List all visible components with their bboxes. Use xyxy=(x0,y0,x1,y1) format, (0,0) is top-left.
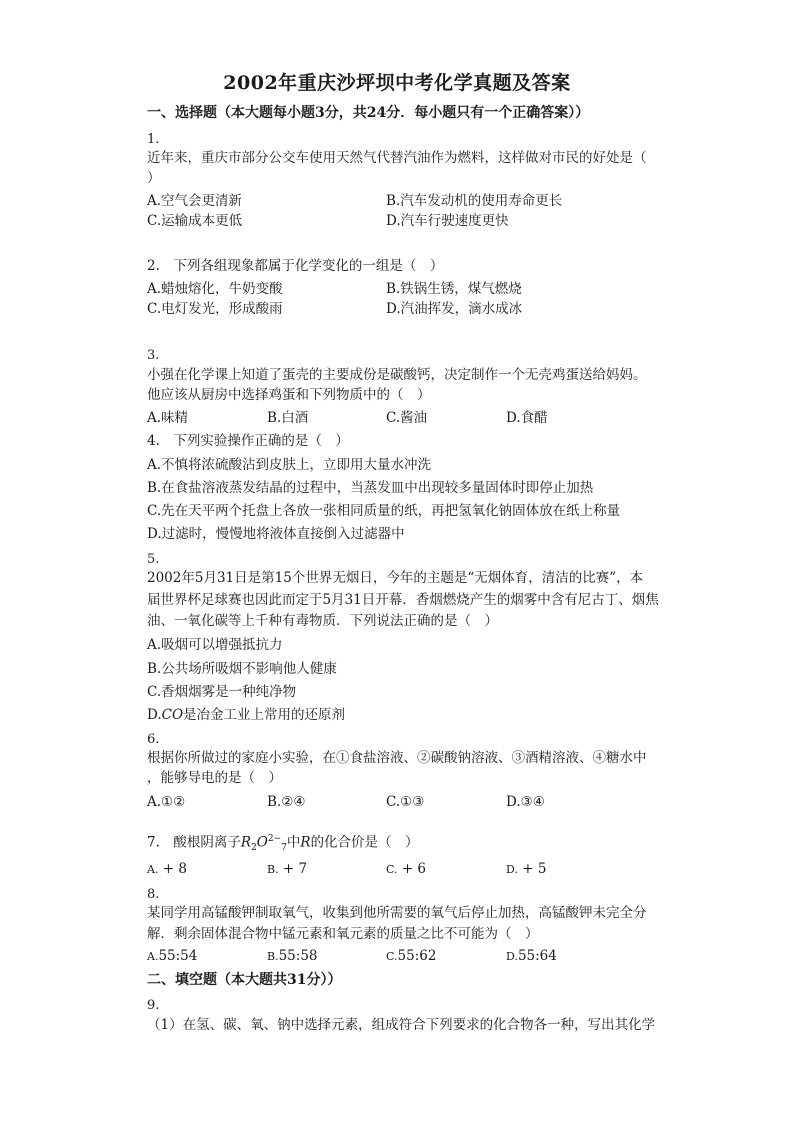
element-symbol: R xyxy=(300,834,311,851)
q5-number: 5. xyxy=(147,552,160,567)
ion-formula: 7 xyxy=(281,843,287,854)
q5-option-d xyxy=(147,706,345,724)
q7-text: 的化合价是（ ） xyxy=(310,834,419,851)
q8-stem-line2: 解．剩余固体混合物中锰元素和氧元素的质量之比不可能为（ ） xyxy=(147,926,539,942)
q2-option-a: A.蜡烛熔化，牛奶变酸 xyxy=(147,281,283,297)
q5-stem-line2 xyxy=(147,591,659,609)
q5-month: 5 xyxy=(194,570,204,586)
q5-option-c: C.香烟烟雾是一种纯净物 xyxy=(147,684,297,700)
q5-text: 月 xyxy=(331,592,345,608)
q5-text: 年 xyxy=(181,570,195,586)
q5-month: 5 xyxy=(322,592,332,608)
q8-option-d-label: D. xyxy=(506,950,518,963)
q8-number: 8. xyxy=(147,887,160,902)
q8-option-d xyxy=(506,947,557,966)
q6-number: 6. xyxy=(147,732,160,747)
q8-option-b-label: B. xyxy=(267,950,279,963)
q3-stem-line2: 他应该从厨房中选择鸡蛋和下列物质中的（ ） xyxy=(147,387,431,403)
co-formula: CO xyxy=(161,707,184,723)
q8-stem-line1: 某同学用高锰酸钾制取氧气，收集到他所需要的氧气后停止加热，高锰酸钾未完全分 xyxy=(147,905,647,921)
q4-option-a: A.不慎将浓硫酸沾到皮肤上，立即用大量水冲洗 xyxy=(147,457,432,473)
q8-option-d-value: 55:64 xyxy=(517,948,557,964)
q8-option-a xyxy=(147,947,197,966)
q9-number: 9. xyxy=(147,998,160,1013)
q1-option-a: A.空气会更清新 xyxy=(147,193,243,209)
q7-option-d-label: D. xyxy=(506,863,518,876)
q6-option-c: C.①③ xyxy=(386,794,425,810)
q3-option-c: C.酱油 xyxy=(386,410,428,426)
q7-stem xyxy=(147,830,419,857)
q4-stem: 4. 下列实验操作正确的是（ ） xyxy=(147,433,349,449)
page-title: 2002年重庆沙坪坝中考化学真题及答案 xyxy=(223,72,571,94)
q8-option-c xyxy=(386,947,436,966)
q5-text: 届世界杯足球赛也因此而定于 xyxy=(147,592,323,608)
q7-option-d xyxy=(506,860,546,879)
q6-option-d: D.③④ xyxy=(506,794,545,810)
q5-stem-line1 xyxy=(147,569,643,587)
q2-option-c: C.电灯发光，形成酸雨 xyxy=(147,301,283,317)
ion-formula: O xyxy=(256,834,268,851)
q8-option-a-label: A. xyxy=(147,950,159,963)
q5-text: 月 xyxy=(203,570,217,586)
q6-option-b: B.②④ xyxy=(267,794,306,810)
q4-option-c: C.先在天平两个托盘上各放一张相同质量的纸，再把氢氧化钠固体放在纸上称量 xyxy=(147,503,621,519)
q1-number: 1. xyxy=(147,132,160,147)
q8-option-c-value: 55:62 xyxy=(397,948,437,964)
q7-option-b-value: + 7 xyxy=(282,861,308,877)
q7-option-b xyxy=(267,860,307,879)
q8-option-c-label: C. xyxy=(386,950,398,963)
ion-charge: 2− xyxy=(267,834,282,844)
q3-stem-line1: 小强在化学课上知道了蛋壳的主要成份是碳酸钙，决定制作一个无壳鸡蛋送给妈妈。 xyxy=(147,367,647,383)
q5-option-d-text: 是冶金工业上常用的还原剂 xyxy=(183,707,346,723)
q4-option-b: B.在食盐溶液蒸发结晶的过程中，当蒸发皿中出现较多量固体时即停止加热 xyxy=(147,480,594,496)
q8-option-b xyxy=(267,947,318,966)
q7-option-a xyxy=(147,860,187,879)
q5-day: 31 xyxy=(344,592,362,608)
q9-stem-line1: （1）在氢、碳、氧、钠中选择元素，组成符合下列要求的化合物各一种，写出其化学 xyxy=(147,1017,656,1033)
q1-stem-line2: ） xyxy=(147,170,161,186)
section-1-heading: 一、选择题（本大题每小题3分，共24分．每小题只有一个正确答案）） xyxy=(147,105,590,121)
ion-formula: 2 xyxy=(251,843,257,854)
q7-option-c xyxy=(386,860,426,879)
q5-option-a: A.吸烟可以增强抵抗力 xyxy=(147,637,283,653)
q3-option-b: B.白酒 xyxy=(267,410,309,426)
q2-option-b: B.铁锅生锈，煤气燃烧 xyxy=(386,281,522,297)
ion-formula: R xyxy=(240,834,252,851)
section-2-heading: 二、填空题（本大题共31分）） xyxy=(147,972,342,988)
q3-option-d: D.食醋 xyxy=(506,410,548,426)
q7-option-c-label: C. xyxy=(386,863,398,876)
q5-option-d-label: D. xyxy=(147,707,162,723)
q1-option-b: B.汽车发动机的使用寿命更长 xyxy=(386,193,563,209)
q1-option-d: D.汽车行驶速度更快 xyxy=(386,213,509,229)
q2-stem: 2. 下列各组现象都属于化学变化的一组是（ ） xyxy=(147,258,444,274)
q5-stem-line3: 油、一氧化碳等上千种有毒物质．下列说法正确的是（ ） xyxy=(147,613,498,629)
q7-option-a-value: + 8 xyxy=(162,861,187,877)
q5-day: 31 xyxy=(216,570,235,586)
q6-stem-line1: 根据你所做过的家庭小实验，在①食盐溶液、②碳酸钠溶液、③酒精溶液、④糖水中 xyxy=(147,750,647,766)
q7-text: 7. 酸根阴离子 xyxy=(147,834,241,851)
q7-option-b-label: B. xyxy=(267,863,279,876)
q8-option-a-value: 55:54 xyxy=(158,948,198,964)
q1-option-c: C.运输成本更低 xyxy=(147,213,243,229)
q4-option-d: D.过滤时，慢慢地将液体直接倒入过滤器中 xyxy=(147,526,405,542)
q5-option-b: B.公共场所吸烟不影响他人健康 xyxy=(147,661,337,677)
q8-option-b-value: 55:58 xyxy=(278,948,318,964)
q3-option-a: A.味精 xyxy=(147,410,189,426)
q6-option-a: A.①② xyxy=(147,794,186,810)
q3-number: 3. xyxy=(147,348,160,363)
q5-text: 日是第 xyxy=(234,570,275,586)
q7-option-a-label: A. xyxy=(147,863,159,876)
q7-text: 中 xyxy=(286,834,301,851)
q5-text: 个世界无烟日，今年的主题是“无烟体育，清洁的比赛”，本 xyxy=(291,570,644,586)
q5-edition: 15 xyxy=(274,570,292,586)
q7-option-d-value: + 5 xyxy=(522,861,547,877)
q6-stem-line2: ，能够导电的是（ ） xyxy=(147,770,282,786)
q5-year: 2002 xyxy=(147,570,182,586)
q5-text: 日开幕．香烟燃烧产生的烟雾中含有尼古丁、烟焦 xyxy=(361,592,659,608)
q1-stem-line1: 近年来，重庆市部分公交车使用天然气代替汽油作为燃料，这样做对市民的好处是（ xyxy=(147,150,647,166)
q2-option-d: D.汽油挥发，滴水成冰 xyxy=(386,301,523,317)
q7-option-c-value: + 6 xyxy=(401,861,427,877)
